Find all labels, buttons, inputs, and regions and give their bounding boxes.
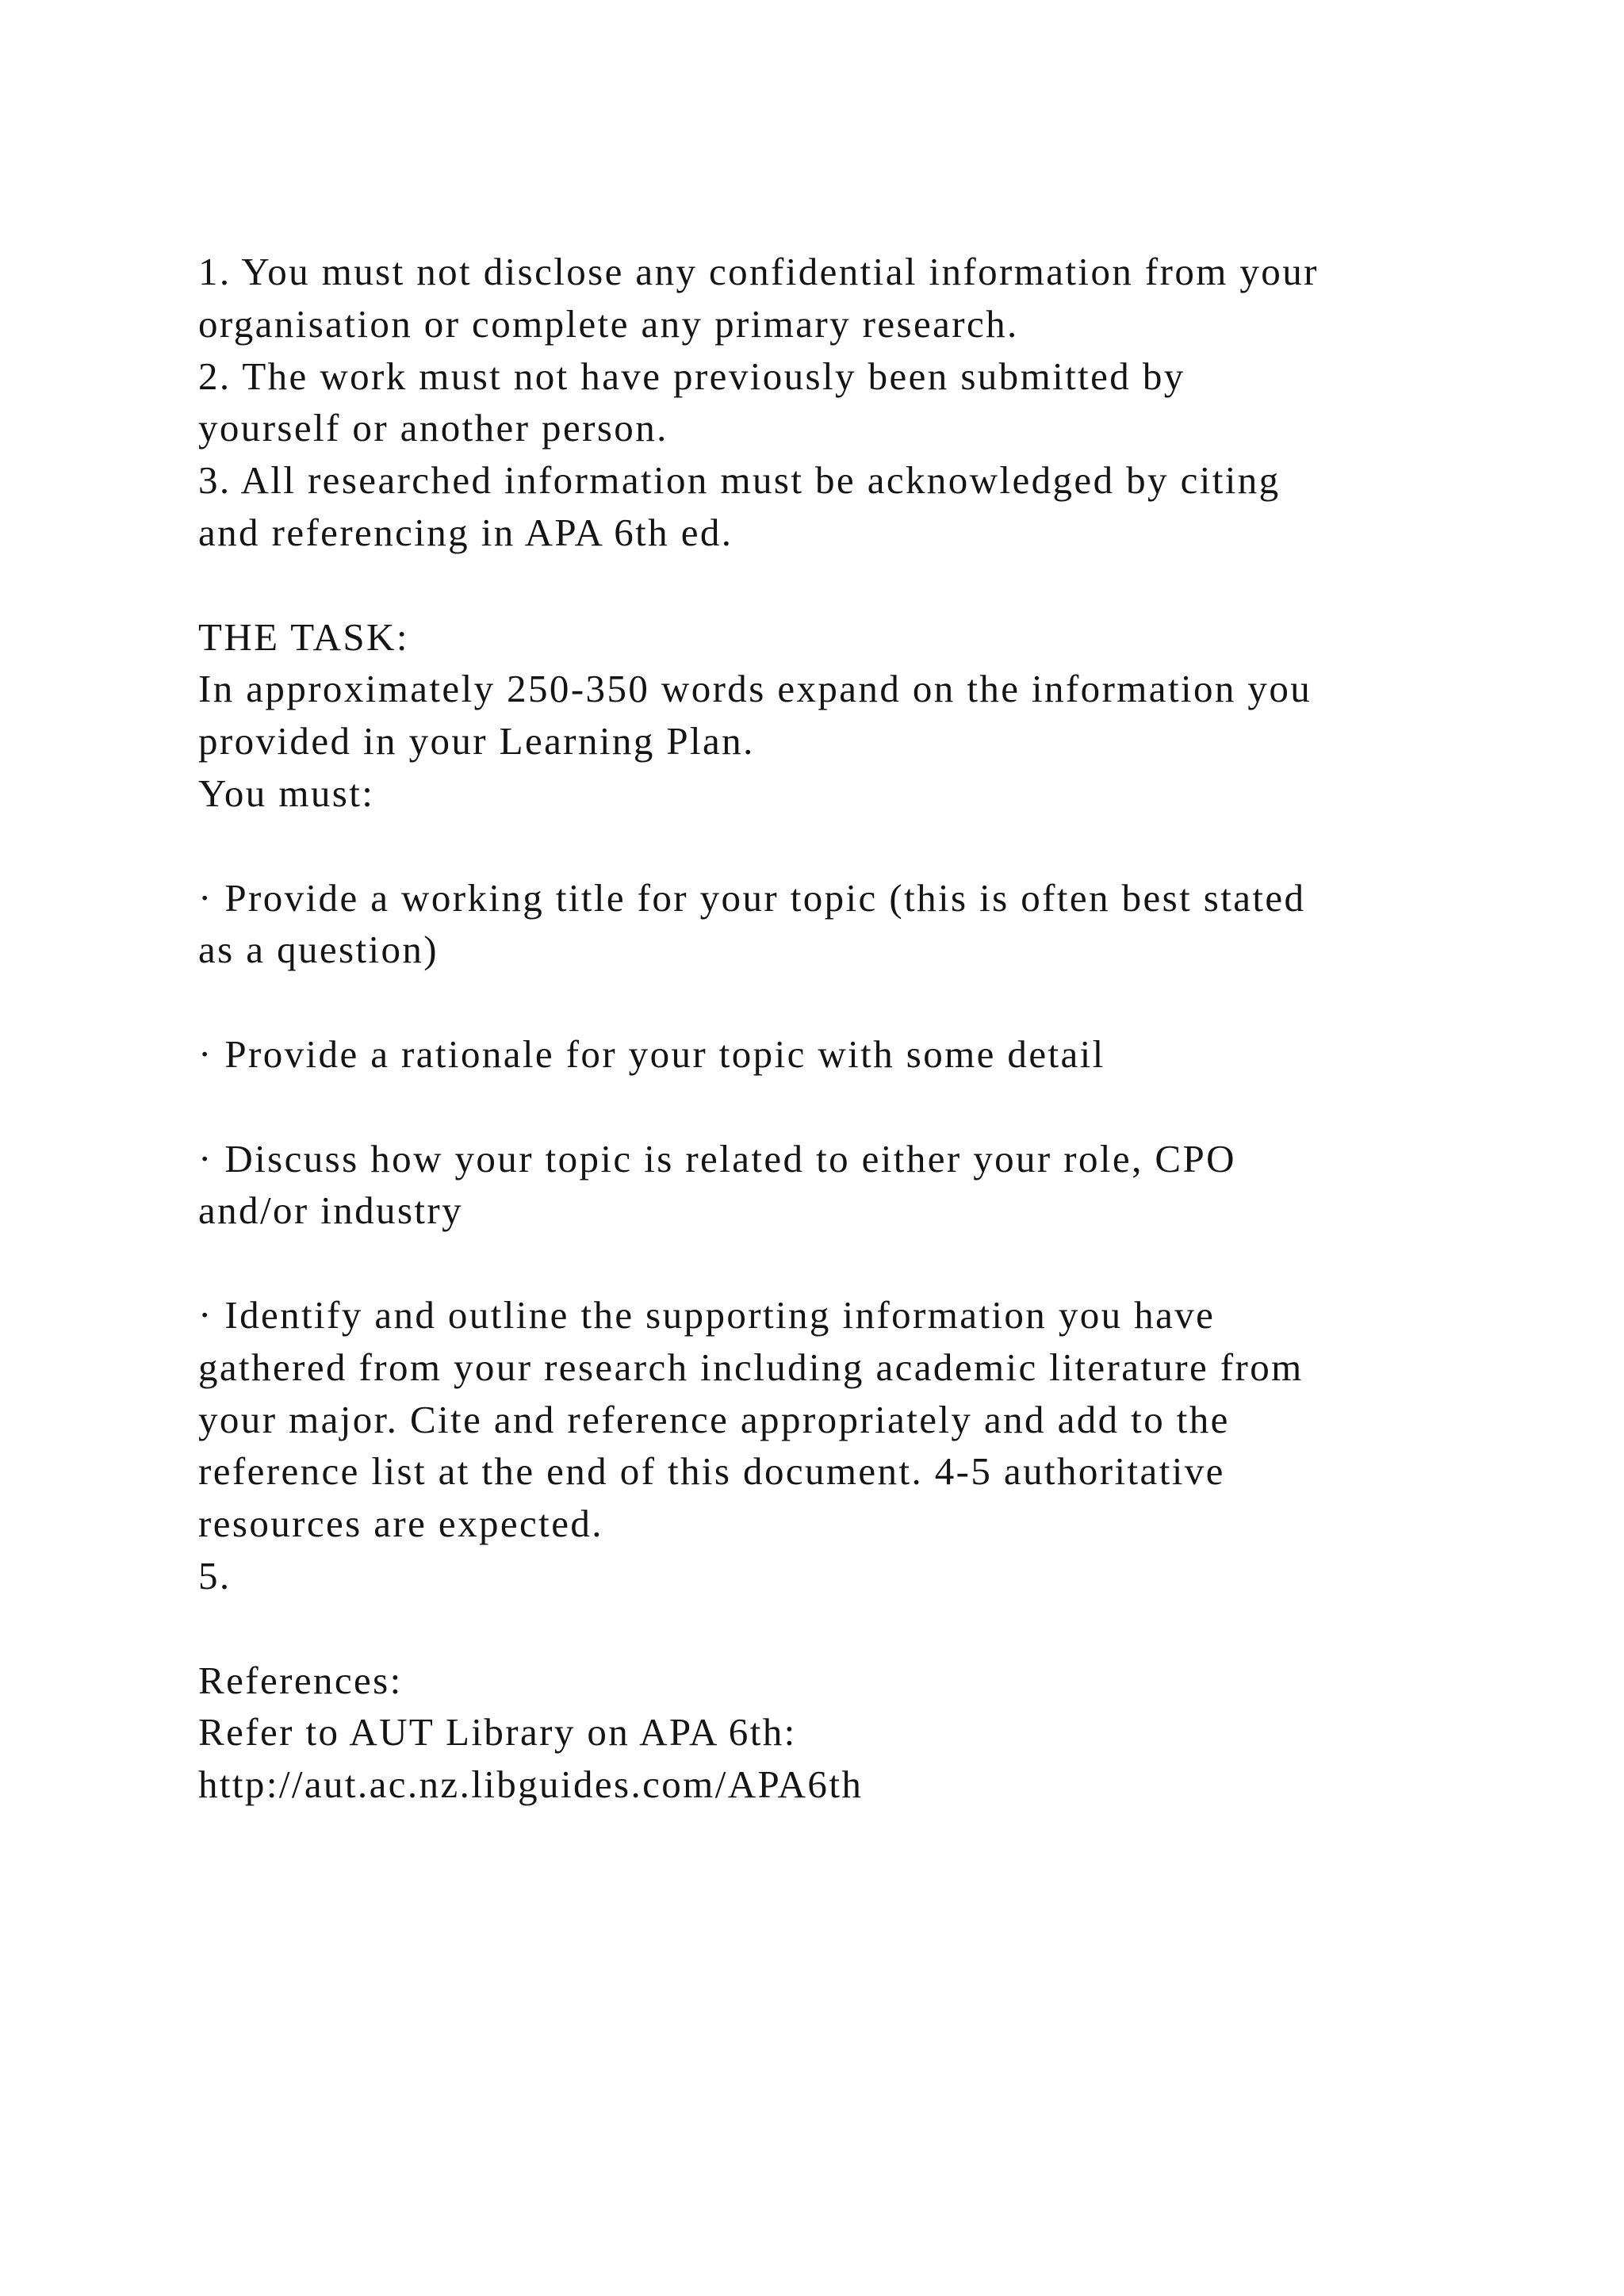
rule-3-line-1: 3. All researched information must be acknowledged by citing (198, 458, 1281, 503)
rule-2-line-2: yourself or another person. (198, 406, 668, 450)
blank-line (198, 1602, 1546, 1655)
bullet-discuss-line-2: and/or industry (198, 1188, 464, 1233)
bullet-identify-line-5: resources are expected. (198, 1502, 603, 1546)
task-heading: THE TASK: (198, 614, 409, 659)
bullet-working-title-line-2: as a question) (198, 928, 439, 972)
blank-line (198, 976, 1546, 1028)
bullet-identify-line-4: reference list at the end of this document. 4-5 authoritative (198, 1449, 1225, 1494)
references-intro: Refer to AUT Library on APA 6th: (198, 1710, 797, 1755)
task-intro-line-1: In approximately 250-350 words expand on the information you (198, 667, 1312, 711)
rule-3-line-2: and referencing in APA 6th ed. (198, 510, 733, 554)
rule-1-line-2: organisation or complete any primary research. (198, 301, 1019, 346)
document-body (198, 246, 1546, 1811)
blank-line (198, 1237, 1546, 1289)
bullet-identify-line-2: gathered from your research including academic literature from (198, 1345, 1304, 1389)
bullet-identify-line-1: · Identify and outline the supporting information you have (198, 1292, 1216, 1337)
bullet-working-title-line-1: · Provide a working title for your topic (this is often best stated (198, 875, 1306, 920)
task-intro-line-2: provided in your Learning Plan. (198, 719, 755, 763)
item-5-number: 5. (198, 1553, 232, 1598)
blank-line (198, 559, 1546, 611)
rule-2-line-1: 2. The work must not have previously been submitted by (198, 354, 1185, 398)
blank-line (198, 820, 1546, 872)
rule-1-line-1: 1. You must not disclose any confidential information from your (198, 250, 1319, 293)
bullet-identify-line-3: your major. Cite and reference appropriately and add to the (198, 1397, 1230, 1441)
references-url: http://aut.ac.nz.libguides.com/APA6th (198, 1762, 864, 1807)
bullet-rationale: · Provide a rationale for your topic with some detail (198, 1031, 1105, 1076)
blank-line (198, 1081, 1546, 1133)
you-must-label: You must: (198, 771, 375, 815)
references-heading: References: (198, 1658, 403, 1702)
bullet-discuss-line-1: · Discuss how your topic is related to either your role, CPO (198, 1136, 1236, 1181)
